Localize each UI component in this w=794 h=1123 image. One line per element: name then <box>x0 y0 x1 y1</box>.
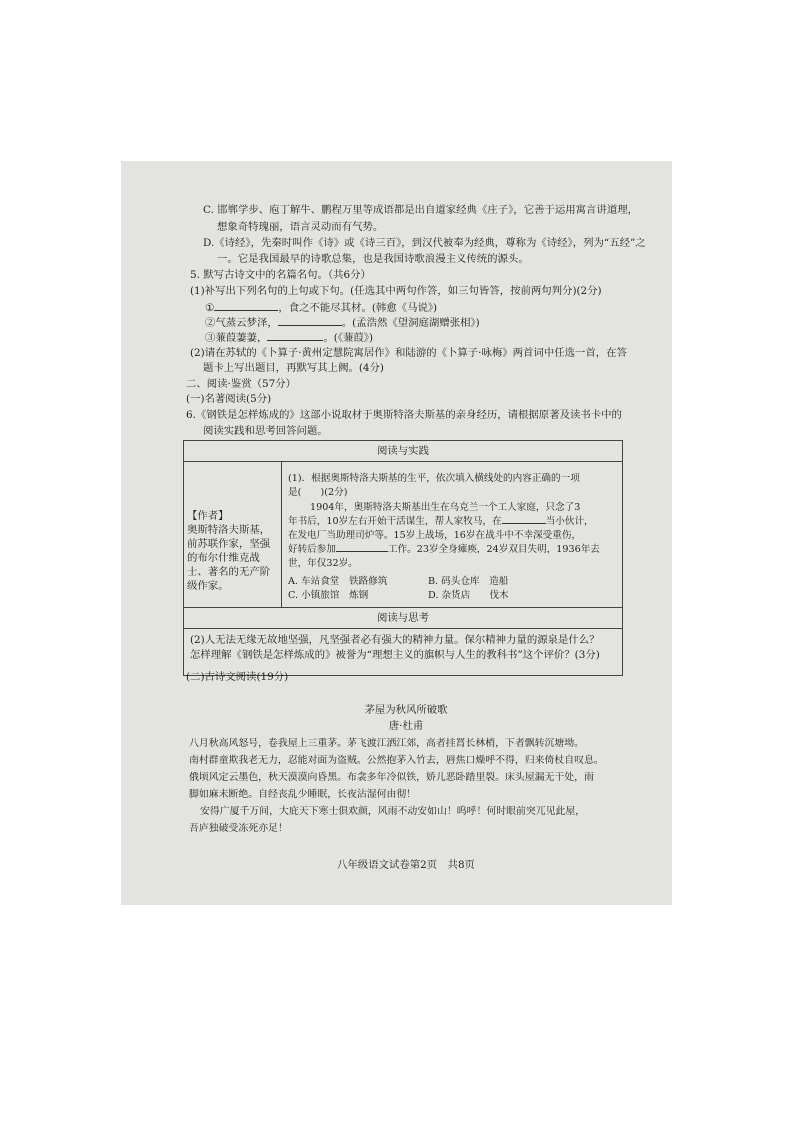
q5-sub2-line2: 题卡上写出题目，再默写其上阙。(4分) <box>203 362 384 374</box>
q1-line2: 是( )(2分) <box>288 487 348 498</box>
q5-title: 5. 默写古诗文中的名篇名句。（共6分） <box>190 269 371 281</box>
poem-line: 脚如麻未断绝。自经丧乱少睡眠，长夜沾湿何由彻！ <box>189 789 417 800</box>
reading-card-table <box>183 440 623 676</box>
author-line: 士、著名的无产阶 <box>187 566 271 578</box>
section2-part2: (二)古诗文阅读(19分) <box>186 671 289 683</box>
q6-line2: 阅读实践和思考回答问题。 <box>203 425 328 437</box>
q5-item3 <box>205 330 373 345</box>
author-line: 前苏联作家，坚强 <box>187 538 271 550</box>
section2-title: 二、阅读·鉴赏（57分） <box>186 378 297 390</box>
option-d-line1: D.《诗经》，先秦时叫作《诗》或《诗三百》，到汉代被奉为经典，尊称为《诗经》，列为“五经”之 <box>203 237 646 249</box>
answer-blank[interactable] <box>214 300 278 311</box>
q1-line1: (1)．根据奥斯特洛夫斯基的生平，依次填入横线处的内容正确的一项 <box>288 473 580 484</box>
option-c: C. 小镇旅馆 炼钢 <box>288 590 369 601</box>
poem-line: 安得广厦千万间，大庇天下寒士俱欢颜，风雨不动安如山！呜呼！何时眼前突兀见此屋， <box>200 806 586 817</box>
q5-item1-pre: ① <box>205 302 215 314</box>
poem-line: 八月秋高风怒号，卷我屋上三重茅。茅飞渡江洒江郊，高者挂罥长林梢，下者飘转沉塘坳。 <box>189 738 585 749</box>
bio-line2-post: 当小伙计， <box>545 516 594 527</box>
q5-item2-post: 。(孟浩然《望洞庭湖赠张相》) <box>341 317 480 329</box>
author-line: 奥斯特洛夫斯基， <box>187 524 271 536</box>
author-line: 级作家。 <box>187 580 229 592</box>
option-a: A. 车站食堂 铁路修筑 <box>288 576 388 587</box>
q5-sub2-line1: (2)请在苏轼的《卜算子·黄州定慧院寓居作》和陆游的《卜算子·咏梅》两首词中任选一首，在答 <box>190 347 627 359</box>
poem-author: 唐·杜甫 <box>388 720 424 732</box>
thinking-cell <box>184 629 623 676</box>
bio-line2 <box>288 513 594 527</box>
bio-line4 <box>288 541 600 555</box>
q6-line1: 6.《钢铁是怎样炼成的》这部小说取材于奥斯特洛夫斯基的亲身经历，请根据原著及读书卡中的 <box>186 409 622 421</box>
q5-item3-pre: ③蒹葭萋萋， <box>205 332 268 344</box>
poem-line: 吾庐独破受冻死亦足！ <box>189 823 288 834</box>
answer-blank[interactable] <box>278 315 342 326</box>
q5-sub1: (1)补写出下列名句的上句或下句。(任选其中两句作答，如三句皆答，按前两句判分)(2分) <box>190 285 602 297</box>
option-d-line2: 一。它是我国最早的诗歌总集，也是我国诗歌浪漫主义传统的源头。 <box>217 253 529 265</box>
q5-item2-pre: ②气蒸云梦泽， <box>205 317 278 329</box>
q5-item3-post: 。(《蒹葭》) <box>323 332 374 344</box>
bio-line2-pre: 年书后，10岁左右开始干活谋生，帮人家牧马，在 <box>288 516 502 527</box>
author-label: 【作者】 <box>187 510 229 522</box>
answer-blank <box>336 542 388 552</box>
table-header-thinking: 阅读与思考 <box>184 608 623 629</box>
bio-line3: 在发电厂当助理司炉等。15岁上战场，16岁在战斗中不幸深受重伤， <box>288 530 582 541</box>
bio-line1: 1904年，奥斯特洛夫斯基出生在乌克兰一个工人家庭，只念了3 <box>310 502 581 513</box>
answer-blank <box>502 514 546 524</box>
q2-line1: (2)人无法无缘无故地坚强，凡坚强者必有强大的精神力量。保尔精神力量的源泉是什么？ <box>190 634 600 646</box>
answer-blank[interactable] <box>267 330 323 341</box>
practice-content-cell <box>282 462 623 608</box>
option-c-line2: 想象奇特瑰丽，语言灵动而有气势。 <box>217 221 384 233</box>
bio-line4-pre: 好转后参加 <box>288 544 336 555</box>
section2-part1: (一)名著阅读(5分) <box>186 393 272 405</box>
option-c-line1: C. 邯郸学步、庖丁解牛、鹏程万里等成语都是出自道家经典《庄子》，它善于运用寓言讲道理， <box>203 204 638 216</box>
author-cell <box>184 462 282 608</box>
bio-line5: 世，年仅32岁。 <box>288 558 358 569</box>
q5-item1-post: ，食之不能尽其材。(韩愈《马说》) <box>278 302 438 314</box>
poem-title: 茅屋为秋风所破歌 <box>364 704 448 716</box>
option-d: D. 杂货店 伐木 <box>428 590 509 601</box>
poem-line: 南村群童欺我老无力，忍能对面为盗贼。公然抱茅入竹去，唇焦口燥呼不得，归来倚杖自叹息。 <box>189 755 604 766</box>
poem-line: 俄顷风定云墨色，秋天漠漠向昏黑。布衾多年冷似铁，娇儿恶卧踏里裂。床头屋漏无干处，雨 <box>189 772 594 783</box>
q5-item1 <box>205 300 437 315</box>
q2-line2: 怎样理解《钢铁是怎样炼成的》被誉为“理想主义的旗帜与人生的教科书”这个评价？(3分) <box>190 649 600 661</box>
page-footer: 八年级语文试卷第2页 共8页 <box>337 859 475 871</box>
option-b: B. 码头仓库 造船 <box>428 576 509 587</box>
bio-line4-post: 工作。23岁全身瘫痪，24岁双目失明，1936年去 <box>387 544 600 555</box>
table-header-practice: 阅读与实践 <box>184 441 623 462</box>
q5-item2 <box>205 315 480 330</box>
author-line: 的布尔什维克战 <box>187 552 260 564</box>
